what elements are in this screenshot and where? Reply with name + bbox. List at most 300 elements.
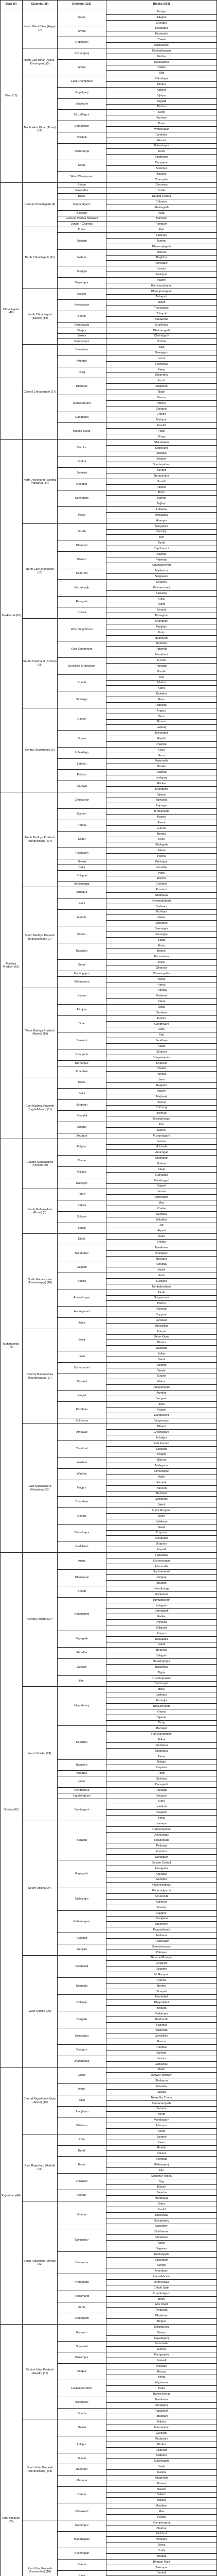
block-cell: Man (106, 1200, 217, 1206)
block-cell: Harichandanpur (106, 1732, 217, 1737)
block-cell: Daringbadi (106, 1609, 217, 1614)
block-cell: Pali (106, 227, 217, 233)
block-cell: Mihinpurwa (106, 2325, 217, 2330)
block-cell: Bissam Cuttack (106, 1860, 217, 1866)
block-cell: Pallahara (106, 1553, 217, 1558)
district-cell: East Champaran (58, 76, 106, 88)
block-cell: Manika (106, 764, 217, 770)
cluster-cell: Central Chhattisgarh (8) (23, 183, 58, 227)
block-cell: Jaldega (106, 703, 217, 708)
district-cell: Ranchi (58, 708, 106, 731)
block-cell: Barkatha (106, 591, 217, 597)
block-cell: Arjuni Morgaon (106, 1508, 217, 1514)
block-cell: Bijatala (106, 1715, 217, 1721)
district-cell: Palamu (58, 770, 106, 781)
block-cell: Ramchandrapur (106, 283, 217, 289)
block-cell: Dharamjaigarh (106, 244, 217, 250)
block-cell: Murbad (106, 1161, 217, 1167)
block-cell: Akole (106, 1290, 217, 1296)
block-cell: Patera (106, 815, 217, 820)
block-cell: Banspal (106, 1726, 217, 1732)
district-cell: Umaria (58, 1122, 106, 1133)
block-cell: Naigarhi (106, 1083, 217, 1089)
block-cell: Gandey (106, 530, 217, 535)
block-cell: Kashipur (106, 1872, 217, 1877)
block-cell: Mithaura (106, 2537, 217, 2543)
block-cell: Paikmal (106, 2023, 217, 2028)
block-cell: Mahur (106, 1379, 217, 1385)
block-cell: Jamankira (106, 2033, 217, 2039)
district-cell: Narsinghpur (58, 971, 106, 977)
block-cell: Khuntpani (106, 619, 217, 624)
block-cell: Samnapur (106, 926, 217, 932)
state-cell: Jharkhand (62) (0, 440, 23, 792)
block-cell: Kota (106, 211, 217, 216)
district-cell: Deoria (58, 2560, 106, 2571)
block-cell: Bakani (106, 2185, 217, 2190)
district-cell: Gajapati (58, 1933, 106, 1944)
block-cell: Dantaramgarh (106, 2101, 217, 2107)
district-cell: Surguja (58, 266, 106, 278)
district-cell: Gorakhpur (58, 2520, 106, 2532)
district-cell: Mayurbhanj (58, 1687, 106, 1726)
block-cell: Bankati (106, 2571, 217, 2576)
block-cell: Kadaura (106, 2453, 217, 2459)
cluster-cell: Central Odisha (24) (23, 1553, 58, 1687)
block-cell: Orchha (106, 339, 217, 345)
district-cell: Sikar (58, 2095, 106, 2107)
block-cell: Markacho (106, 568, 217, 574)
block-cell: Gania (106, 1642, 217, 1648)
block-cell: Wadwani (106, 1346, 217, 1351)
block-cell: Junnar (106, 1189, 217, 1195)
block-cell: Padampur (106, 2011, 217, 2017)
block-cell: Birdha (106, 2442, 217, 2448)
district-cell: Aurangabad (58, 1307, 106, 1318)
block-cell: Jat (106, 1223, 217, 1228)
block-cell: Behta (106, 2375, 217, 2380)
block-cell: Dudhi (106, 2548, 217, 2554)
district-cell: Mandla (58, 910, 106, 926)
block-cell: Shirur Kasar (106, 1335, 217, 1340)
block-cell: Jawa (106, 1077, 217, 1083)
district-cell: Bijapur (58, 328, 106, 334)
district-cell: Sitapur (58, 2364, 106, 2380)
block-cell: Kudumulguma (106, 1888, 217, 1894)
block-cell: Kishorenagar (106, 1558, 217, 1564)
block-cell: Kherwara (106, 2213, 217, 2218)
block-cell: Bisoi (106, 1687, 217, 1692)
cluster-cell: East Madhya Pradesh (Baghelkhand) (11) (23, 1077, 58, 1139)
block-cell: Bhokardan (106, 1324, 217, 1329)
block-cell: Mandangad (106, 1178, 217, 1184)
block-cell: Chainpur (106, 770, 217, 775)
block-cell: Anandpuri (106, 2268, 217, 2274)
block-cell: Tarabganj (106, 2414, 217, 2419)
district-cell: Thane (58, 1156, 106, 1167)
block-cell: Bhagwanpura (106, 1055, 217, 1061)
block-cell: Papadahandi (106, 1927, 217, 1933)
block-cell: Itawa (106, 2140, 217, 2146)
block-cell: Bahadurpur (106, 144, 217, 149)
district-cell: Mahasamund (58, 395, 106, 412)
block-cell: Jawhar (106, 1139, 217, 1145)
block-cell: Shikaripara (106, 440, 217, 446)
block-cell: Mohgaon (106, 921, 217, 926)
block-cell: Kansabel (106, 261, 217, 266)
block-cell: Raidih (106, 736, 217, 742)
district-cell: Katni (58, 899, 106, 910)
block-cell: Khadda (106, 2554, 217, 2560)
block-cell: Badwara (106, 904, 217, 910)
block-cell: Balumath (106, 759, 217, 764)
block-cell: Palia (106, 2386, 217, 2392)
district-cell: Khandwa (58, 1066, 106, 1077)
district-cell: Narayanpur (58, 339, 106, 345)
block-cell: Kurhani (106, 115, 217, 121)
block-cell: Kurara (106, 2470, 217, 2476)
block-cell: Bagicha (106, 256, 217, 261)
district-cell: Bargarh (58, 2011, 106, 2028)
block-cell: Buhana (106, 2107, 217, 2112)
block-cell: Pathariya (106, 362, 217, 367)
block-cell: Lakhandur (106, 1497, 217, 1502)
district-cell: Dindori (58, 926, 106, 943)
district-cell: Kandhamal (58, 1598, 106, 1631)
block-cell: Chhindgarh (106, 334, 217, 339)
header-state: State (9) (0, 0, 23, 9)
district-cell: Khordha (58, 1648, 106, 1659)
block-cell: Kinwat (106, 1374, 217, 1379)
block-cell: Bhathat (106, 2526, 217, 2532)
block-cell: Harabhanga (106, 1586, 217, 1592)
district-cell: Shravasti (58, 2342, 106, 2352)
block-cell: Magarlod (106, 384, 217, 389)
district-cell: Baran (58, 2157, 106, 2174)
district-cell: Dhar (58, 1016, 106, 1032)
district-cell: Samastipur (58, 121, 106, 132)
block-cell: Karjat (106, 1167, 217, 1173)
district-cell: Nanded (58, 1374, 106, 1391)
block-cell: Chanderi (106, 882, 217, 887)
district-cell: Barabanki (58, 2397, 106, 2409)
district-cell: Kota (58, 2134, 106, 2146)
block-cell: Bamra (106, 2039, 217, 2045)
block-cell: Kushalgarh (106, 2252, 217, 2258)
block-cell: Sajjangarh (106, 2258, 217, 2263)
block-cell: Salempur (106, 2565, 217, 2571)
state-cell: Madhya Pradesh (61) (0, 792, 23, 1139)
district-cell: Rayagada (58, 1860, 106, 1888)
block-cell: Bijaipur (106, 93, 217, 99)
block-cell: Muniguda (106, 1866, 217, 1872)
district-cell: Chhindwara (58, 977, 106, 988)
block-cell: Siswa (106, 2543, 217, 2548)
block-cell: Punasa (106, 1072, 217, 1077)
cluster-cell: East Maharashtra (Vidarbha) (23) (23, 1424, 58, 1553)
block-cell: Babina (106, 2419, 217, 2425)
district-cell: Kalahandi (58, 1956, 106, 1978)
district-cell: Dhanbad (58, 540, 106, 552)
district-cell: Malkangiri (58, 1888, 106, 1911)
district-cell: Jagatsinghpur (58, 1793, 106, 1799)
block-cell: Jatara (106, 848, 217, 854)
block-cell: Kundhit (106, 468, 217, 473)
district-cell: Balod (58, 194, 106, 199)
block-cell: Bano (106, 697, 217, 703)
block-cell: Akkalkot (106, 1217, 217, 1223)
district-cell: Singrauli (58, 1100, 106, 1111)
block-cell: M. Rampur (106, 1972, 217, 1978)
block-cell: Sirsiya (106, 2347, 217, 2352)
block-cell: Pharasgaon (106, 306, 217, 311)
block-cell: Patrapur (106, 1950, 217, 1956)
block-cell: Washi (106, 1368, 217, 1374)
block-cell: Dahi (106, 1027, 217, 1032)
block-cell: Manikpur (106, 2503, 217, 2509)
block-cell: Niwas (106, 915, 217, 921)
block-cell: Phiringia (106, 1620, 217, 1625)
district-cell: Giridih (58, 524, 106, 540)
block-cell: Basantpur (106, 26, 217, 31)
block-cell: Begunia (106, 1648, 217, 1653)
block-cell: Jhiranya (106, 1049, 217, 1055)
block-cell: Surgana (106, 1279, 217, 1284)
block-cell: Deosar (106, 1100, 217, 1106)
block-cell: Thuamul Rampur (106, 1956, 217, 1961)
block-cell: Sangamner (106, 1296, 217, 1301)
district-cell: Nuapada (58, 1978, 106, 1995)
block-cell: Jamunaha (106, 2342, 217, 2347)
block-cell: Pachrukhi (106, 31, 217, 37)
block-cell: Amrapara (106, 513, 217, 518)
block-cell: Khairagarh (106, 205, 217, 211)
block-cell: Komna (106, 1978, 217, 1984)
block-cell: Gola (106, 597, 217, 602)
district-cell: Rewa (58, 1077, 106, 1089)
district-cell: Jharsuguda (58, 2056, 106, 2067)
block-cell: Basna (106, 395, 217, 401)
block-cell: Saja (106, 345, 217, 350)
district-cell: Baloda Bazar (58, 423, 106, 440)
block-cell: Simga (106, 434, 217, 440)
block-cell: Manjhari (106, 624, 217, 630)
block-cell: Bagaha (106, 172, 217, 177)
block-cell: Tundi (106, 540, 217, 546)
cluster-cell: South Madhya Pradesh (Mahakoshal) (17) (23, 887, 58, 988)
district-cell: Raipur (58, 183, 106, 188)
district-cell: Jhansi (58, 2419, 106, 2436)
block-cell: Mandalgarh (106, 2117, 217, 2123)
block-cell: Patamda (106, 647, 217, 652)
block-cell: Taraiya (106, 9, 217, 15)
block-cell: Beohari (106, 1111, 217, 1116)
block-cell: Barkote (106, 2050, 217, 2056)
block-cell: Shahpura (106, 2078, 217, 2084)
block-cell: Masuda (106, 2084, 217, 2090)
district-cell: Bhadrak (58, 1771, 106, 1776)
district-cell: Karauli (58, 2190, 106, 2201)
block-cell: Thawe (106, 37, 217, 43)
block-cell: Baberu (106, 2493, 217, 2498)
district-cell: Lalitpur (58, 2436, 106, 2453)
block-cell: Bolagarh (106, 1653, 217, 1659)
district-cell: Rajsamand (58, 2291, 106, 2302)
block-cell: Lakhanpur (106, 2062, 217, 2067)
block-cell: Aundha (106, 1391, 217, 1396)
cluster-cell: East Rajasthan (Hadoti) (12) (23, 2134, 58, 2201)
block-cell: Sendhwa (106, 1038, 217, 1044)
block-cell: Keoti (106, 149, 217, 155)
block-cell: Sarila (106, 2464, 217, 2470)
district-cell: Jashpur (58, 250, 106, 266)
block-cell: Sagwara (106, 2246, 217, 2252)
district-cell: Bhandara (58, 1497, 106, 1508)
block-cell: Peterwar (106, 557, 217, 563)
district-cell: Gondia (58, 1508, 106, 1525)
block-cell: Kuchinda (106, 2028, 217, 2033)
district-cell: Jabalpur (58, 887, 106, 899)
district-cell: West Singhbhum (58, 619, 106, 641)
block-cell: Salekasa (106, 1519, 217, 1525)
block-cell: Pohri (106, 871, 217, 876)
block-cell: Banikodar (106, 2397, 217, 2403)
cluster-cell: Central Jharkhand (15) (23, 708, 58, 792)
district-cell: Mungeli (58, 356, 106, 367)
block-cell: Ambegaon (106, 1195, 217, 1200)
block-cell: Jafrabad (106, 1318, 217, 1324)
block-cell: Sundarpahari (106, 462, 217, 468)
block-cell: Kelapur (106, 1452, 217, 1458)
block-cell: Talbehat (106, 2448, 217, 2453)
block-cell: Hiranpur (106, 518, 217, 524)
block-cell: Shivpur (106, 2330, 217, 2336)
block-cell: Baihar (106, 949, 217, 954)
block-cell: Kotra (106, 2201, 217, 2207)
block-cell: Jintur (106, 1402, 217, 1408)
block-cell: Pothia (106, 54, 217, 60)
block-cell: Jalkot (106, 1351, 217, 1357)
cluster-cell: Central Maharashtra (Marathwada) (17) (23, 1329, 58, 1424)
district-cell: Chhatarpur (58, 792, 106, 809)
block-cell: Kataiya (106, 88, 217, 93)
district-cell: Jajpur (58, 1776, 106, 1788)
block-cell: Nimdih (106, 669, 217, 675)
district-cell: Khunti (58, 675, 106, 691)
district-cell: Darbhanga (58, 144, 106, 160)
district-cell: Gaurela Pendra Marwahi (58, 216, 106, 222)
block-cell: Korukonda (106, 1894, 217, 1900)
block-cell: Saraipali (106, 406, 217, 412)
block-cell: Tokapal (106, 311, 217, 317)
block-cell: Sanakhemundi (106, 1944, 217, 1950)
block-cell: Warisnagar (106, 127, 217, 132)
header-clusters: Clusters (28) (23, 0, 58, 9)
block-cell: Kantamal (106, 1592, 217, 1598)
cluster-cell: North West Bihar (Alige) (7) (23, 9, 58, 48)
district-cell: Cuttack (58, 1659, 106, 1676)
block-cell: Parseoni (106, 1486, 217, 1492)
district-cell: Gumla (58, 731, 106, 748)
district-cell: Wardha (58, 1469, 106, 1480)
block-cell: Pamgarh (106, 222, 217, 227)
block-cell: Deori (106, 1514, 217, 1519)
block-cell: Mainpat (106, 272, 217, 278)
block-cell: Kumbhalgarh (106, 2291, 217, 2297)
block-cell: Karera (106, 876, 217, 882)
cluster-cell: North Chhattisgarh (11) (23, 227, 58, 289)
block-cell: Dariyapur (106, 160, 217, 166)
block-cell: Aspur (106, 2241, 217, 2246)
cluster-cell: West Madhya Pradesh (Malwa) (16) (23, 988, 58, 1077)
district-cell: Latehar (58, 759, 106, 770)
block-cell: Mandrayal (106, 2196, 217, 2201)
block-cell: Ranka (106, 781, 217, 787)
block-cell: Naugaon (106, 1793, 217, 1799)
district-cell: Ahmednagar (58, 1290, 106, 1307)
cluster-cell: Central Rajasthan (Jaipur - Ajmer) (12) (23, 2067, 58, 2134)
district-cell: Parbhani (58, 1402, 106, 1418)
cluster-cell: East Uttar Pradesh (Purvanchal) (18) (23, 2520, 58, 2576)
header-blocks: Blocks (503) (106, 0, 217, 9)
block-cell: Tiring (106, 1721, 217, 1726)
block-cell: Raighar (106, 1911, 217, 1917)
block-cell: Kathikund (106, 446, 217, 451)
block-cell: Sonepur (106, 166, 217, 172)
block-cell: Jobat (106, 1005, 217, 1010)
block-cell: Pusa (106, 121, 217, 127)
district-cell: Udaipur (58, 2201, 106, 2229)
district-cell: Hingoli (58, 1391, 106, 1402)
district-cell: Buldhana (58, 1418, 106, 1424)
block-cell: Karanjiya (106, 932, 217, 938)
district-cell: Janjgir - Champa (58, 222, 106, 227)
block-cell: Soygaon (106, 1312, 217, 1318)
block-cell: Akkalkuwa (106, 1245, 217, 1251)
state-cell: Uttar Pradesh (70) (0, 2325, 23, 2576)
block-cell: Pisawan (106, 2364, 217, 2369)
block-cell: Mauranipur (106, 2425, 217, 2431)
district-cell: Chittorgarh (58, 2313, 106, 2325)
district-cell: Sundargarh (58, 1799, 106, 1821)
district-cell: Barwani (58, 1032, 106, 1049)
block-cell: Chitrangi (106, 1106, 217, 1111)
block-cell: Rama (106, 999, 217, 1005)
cluster-cell: Coastal Maharashtra (Konkan) (9) (23, 1139, 58, 1189)
block-cell: Patan (106, 367, 217, 373)
block-cell: Kotagarh (106, 1603, 217, 1609)
block-cell: Sudhagad (106, 1173, 217, 1178)
block-cell: Shahbad (106, 2157, 217, 2162)
state-cell: Rajasthan (46) (0, 2067, 23, 2325)
block-cell: Naraini (106, 2487, 217, 2493)
block-cell: Gandhwani (106, 1022, 217, 1027)
block-cell: Bhairamgarh (106, 328, 217, 334)
district-cell: Koderma (58, 568, 106, 580)
block-cell: Yawal (106, 1267, 217, 1273)
block-cell: Taljhari (106, 501, 217, 507)
cluster-cell: North East Jharkhand (17) (23, 524, 58, 619)
block-cell: Bero (106, 714, 217, 720)
block-cell: Kalamb (106, 1363, 217, 1368)
block-cell: Jaisinghnagar (106, 1116, 217, 1122)
block-cell: Khaprakhol (106, 2000, 217, 2006)
block-cell: Singhwara (106, 155, 217, 160)
district-cell: Palghar (58, 1139, 106, 1156)
block-cell: Nawabganj (106, 2336, 217, 2342)
block-cell: Zari Jamani (106, 1441, 217, 1447)
block-cell: Muribahal (106, 1995, 217, 2000)
